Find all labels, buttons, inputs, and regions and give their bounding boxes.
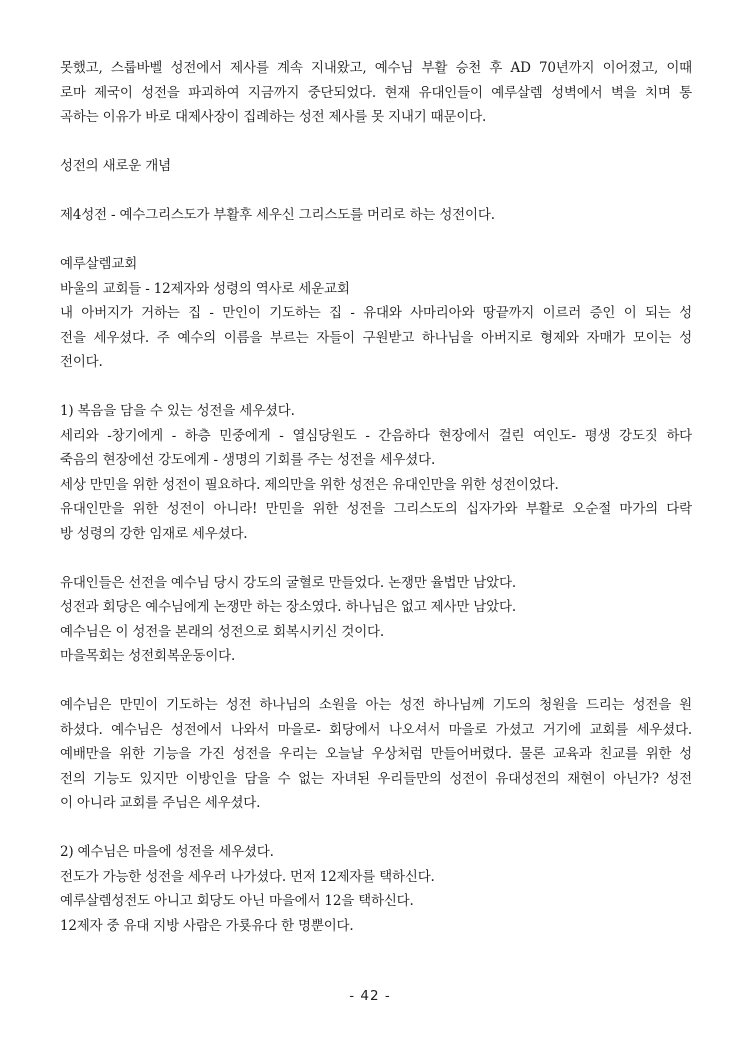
text-line: 이 아니라 교회를 주님은 세우셨다.	[60, 795, 261, 811]
paragraph-gap	[60, 546, 692, 571]
paragraph-gap	[60, 669, 692, 694]
text-line: 세상 만민을 위한 성전이 필요하다. 제의만을 위한 성전은 유대인만을 위한 성전이었다.	[60, 476, 559, 493]
text-line: 로마 제국이 성전을 파괴하여 지금까지 중단되었다. 현재 유대인들이 예루살렘 성벽에서 벽을 치며 통	[60, 84, 692, 101]
paragraph-gap	[60, 375, 692, 400]
text-line: 유대인들은 선전을 예수님 당시 강도의 굴혈로 만들었다. 논쟁만 율법만 남았다.	[60, 574, 516, 591]
text-line: 12제자 중 유대 지방 사람은 가룟유다 한 명뿐이다.	[60, 917, 354, 934]
text-line: 전이다.	[60, 354, 103, 370]
text-line: 죽음의 현장에선 강도에게 - 생명의 기회를 주는 성전을 세우셨다.	[60, 452, 436, 468]
text-line: 예수님은 만민이 기도하는 성전 하나님의 소원을 아는 성전 하나님께 기도의 청원을 드리는 성전을 원	[60, 697, 692, 713]
paragraph-restoration	[60, 571, 692, 669]
text-line: 전을 세우셨다. 주 예수의 이름을 부르는 자들이 구원받고 하나님을 아버지로 형제와 자매가 모이는 성	[60, 329, 692, 346]
paragraph-gap	[60, 228, 692, 253]
text-line: 1) 복음을 담을 수 있는 성전을 세우셨다.	[60, 403, 295, 419]
text-line: 바울의 교회들 - 12제자와 성령의 역사로 세운교회	[60, 280, 350, 297]
text-line: 예루살렘성전도 아니고 회당도 아닌 마을에서 12을 택하신다.	[60, 893, 414, 909]
text-line: 예수님은 이 성전을 본래의 성전으로 회복시키신 것이다.	[60, 623, 384, 640]
text-line: 유대인만을 위한 성전이 아니라! 만민을 위한 성전을 그리스도의 십자가와 부활로 오순절 마가의 다락	[60, 501, 692, 517]
text-line: 하셨다. 예수님은 성전에서 나와서 마을로- 회당에서 나오셔서 마을로 가셨고 거기에 교회를 세우셨다.	[60, 721, 692, 738]
text-line: 마을목회는 성전회복운동이다.	[60, 648, 236, 664]
text-line: 내 아버지가 거하는 집 - 만인이 기도하는 집 - 유대와 사마리아와 땅끝까지 이르러 증인 이 되는 성	[60, 305, 692, 321]
text-line: 전의 기능도 있지만 이방인을 담을 수 없는 자녀된 우리들만의 성전이 유대성전의 재현이 아닌가? 성전	[60, 770, 692, 787]
paragraph-gap	[60, 179, 692, 204]
paragraph-jerusalem-church	[60, 252, 692, 375]
text-line: 예배만을 위한 기능을 가진 성전을 우리는 오늘날 우상처럼 만들어버렸다. 물론 교육과 친교를 위한 성	[60, 746, 692, 762]
document-body	[60, 56, 692, 938]
paragraph-gospel-temple	[60, 399, 692, 546]
text-line: 못했고, 스룹바벨 성전에서 제사를 계속 지내왔고, 예수님 부활 승천 후 AD 70년까지 이어졌고, 이때	[60, 60, 692, 76]
paragraph-fourth-temple: 제4성전 - 예수그리스도가 부활후 세우신 그리스도를 머리로 하는 성전이다.	[60, 207, 495, 223]
text-line: 곡하는 이유가 바로 대제사장이 집례하는 성전 제사를 못 지내기 때문이다.	[60, 109, 487, 125]
text-line: 2) 예수님은 마을에 성전을 세우셨다.	[60, 844, 274, 860]
paragraph-gap	[60, 130, 692, 155]
paragraph-gap	[60, 816, 692, 841]
paragraph-house-of-prayer	[60, 693, 692, 816]
text-line: 성전과 회당은 예수님에게 논쟁만 하는 장소였다. 하나님은 없고 제사만 남았다.	[60, 599, 516, 615]
section-heading: 성전의 새로운 개념	[60, 158, 171, 174]
text-line: 방 성령의 강한 임재로 세우셨다.	[60, 525, 248, 542]
page-number: - 42 -	[349, 988, 391, 1004]
paragraph-village-temple	[60, 840, 692, 938]
text-line: 전도가 가능한 성전을 세우러 나가셨다. 먼저 12제자를 택하신다.	[60, 868, 435, 885]
text-line: 예루살렘교회	[60, 256, 138, 272]
text-line: 세리와 -창기에게 - 하층 민중에게 - 열심당원도 - 간음하다 현장에서 걸린 여인도- 평생 강도짓 하다	[60, 427, 692, 444]
paragraph-temple-history	[60, 56, 692, 130]
